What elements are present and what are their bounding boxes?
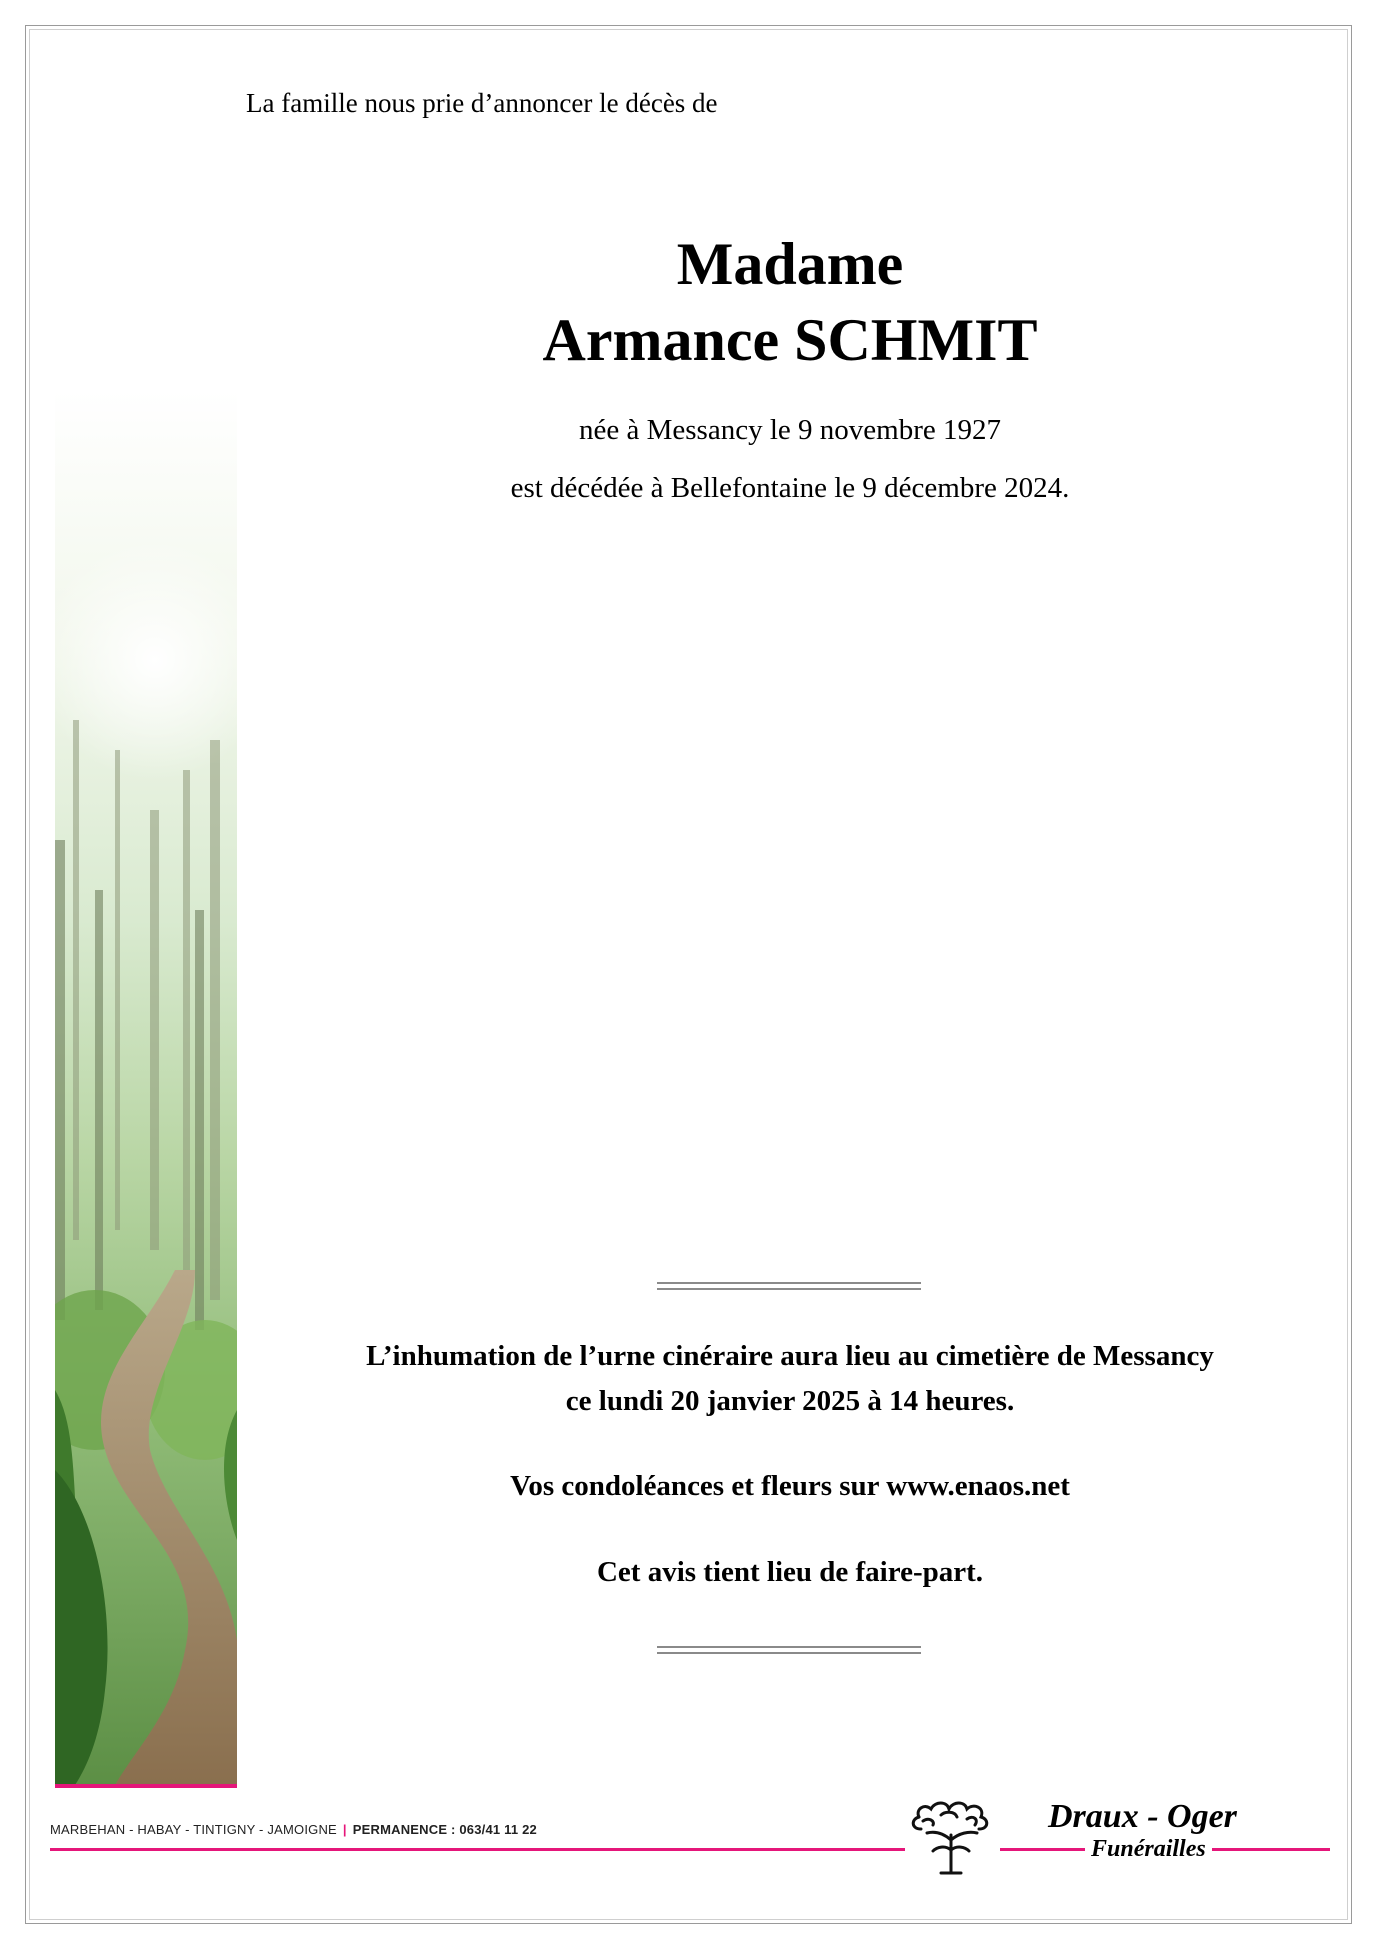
burial-info-line2: ce lundi 20 janvier 2025 à 14 heures.	[565, 1385, 1015, 1417]
footer-permanence: PERMANENCE : 063/41 11 22	[352, 1822, 537, 1837]
company-logo-subtitle: Funérailles	[1085, 1836, 1212, 1863]
condolences-text: Vos condoléances et fleurs sur www.enaos.net	[510, 1470, 1070, 1502]
death-line: est décédée à Bellefontaine le 9 décembre 2024.	[510, 472, 1070, 504]
divider-bottom	[657, 1646, 921, 1655]
footer-locations-line	[50, 1822, 537, 1837]
notice-text: Cet avis tient lieu de faire-part.	[596, 1556, 984, 1588]
intro-text: La famille nous prie d’annoncer le décès de	[246, 88, 718, 118]
image-accent-line	[55, 1784, 237, 1788]
birth-line: née à Messancy le 9 novembre 1927	[579, 414, 1001, 446]
tree-icon	[905, 1795, 1000, 1875]
deceased-name: Armance SCHMIT	[542, 307, 1038, 373]
divider-top	[657, 1282, 921, 1291]
burial-info-line1: L’inhumation de l’urne cinéraire aura lieu au cimetière de Messancy	[366, 1340, 1214, 1372]
company-logo-name: Draux - Oger	[1048, 1798, 1237, 1835]
deceased-title: Madame	[676, 231, 904, 297]
footer-locations: MARBEHAN - HABAY - TINTIGNY - JAMOIGNE	[50, 1822, 337, 1837]
footer-separator: |	[342, 1822, 347, 1837]
